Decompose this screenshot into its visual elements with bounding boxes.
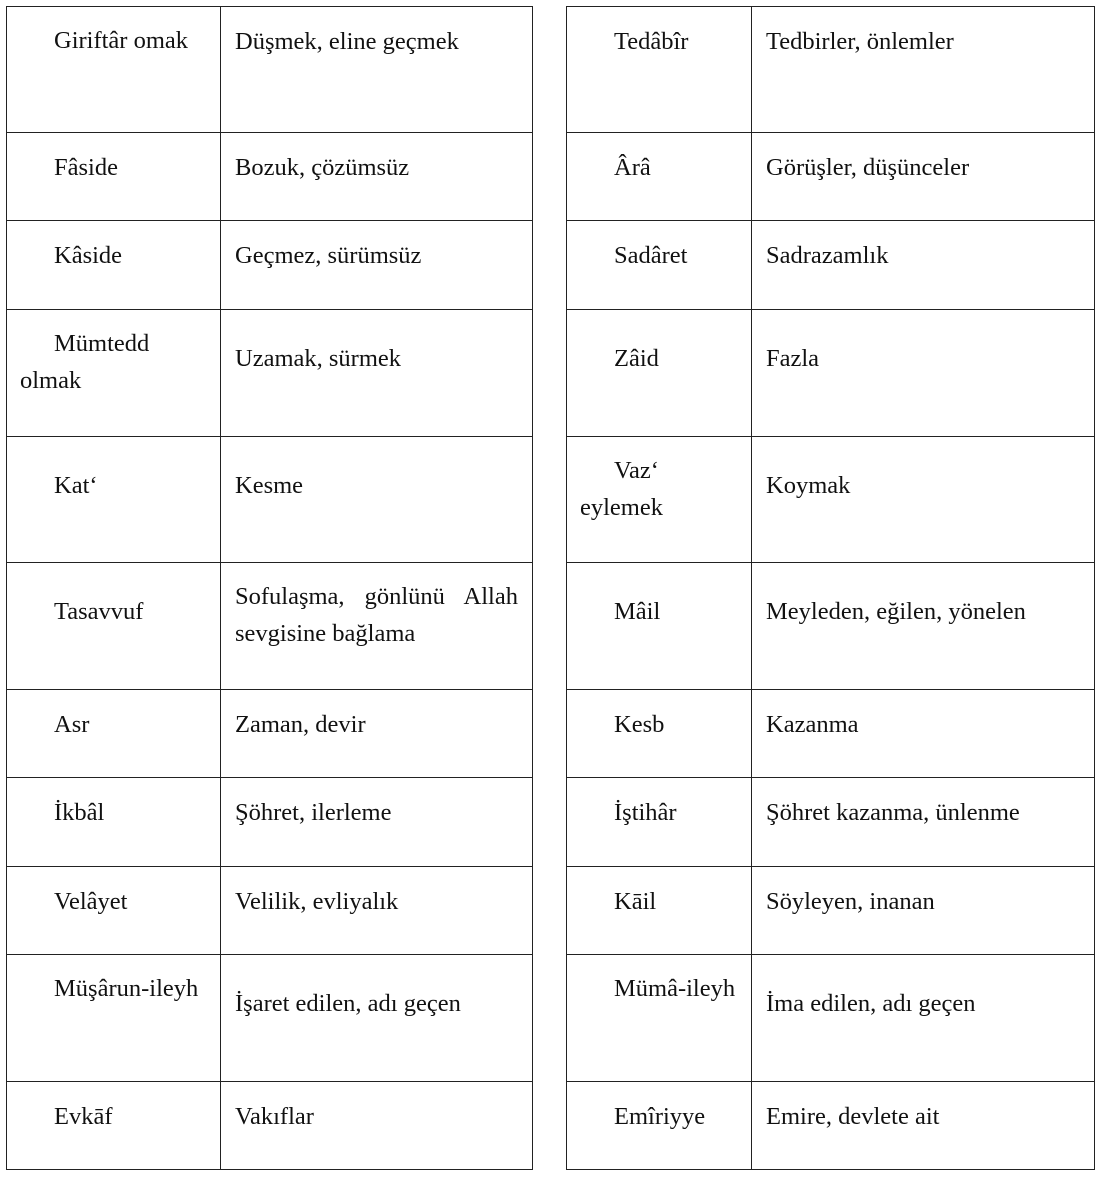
term-cell: Vaz‘ eylemek xyxy=(567,437,752,563)
meaning-cell: Meyleden, eğilen, yönelen xyxy=(752,563,1095,690)
term-cell: Tasavvuf xyxy=(7,563,221,690)
table-row xyxy=(567,867,1095,955)
meaning-cell: Kazanma xyxy=(752,690,1095,778)
meaning-cell: Koymak xyxy=(752,437,1095,563)
term-cell: Asr xyxy=(7,690,221,778)
term-cell: Müşârun-ileyh xyxy=(7,955,221,1082)
term-cell: Fâside xyxy=(7,133,221,221)
meaning-cell: Velilik, evliyalık xyxy=(221,867,533,955)
term-cell: Mâil xyxy=(567,563,752,690)
table-row xyxy=(7,867,533,955)
term-cell: Ârâ xyxy=(567,133,752,221)
term-cell: Kâside xyxy=(7,221,221,310)
table-row xyxy=(567,690,1095,778)
term-cell: Evkāf xyxy=(7,1082,221,1170)
glossary-table-right xyxy=(566,6,1095,1170)
term-cell: Kāil xyxy=(567,867,752,955)
term-cell: İkbâl xyxy=(7,778,221,867)
table-row xyxy=(7,437,533,563)
meaning-cell: Fazla xyxy=(752,310,1095,437)
table-row xyxy=(7,690,533,778)
table-row xyxy=(7,133,533,221)
meaning-cell: Kesme xyxy=(221,437,533,563)
term-cell: Kesb xyxy=(567,690,752,778)
term-cell: İştihâr xyxy=(567,778,752,867)
meaning-cell: Sofulaşma, gönlünü Allah sevgisine bağlama xyxy=(221,563,533,690)
table-row xyxy=(7,310,533,437)
table-row xyxy=(567,310,1095,437)
term-cell: Mümtedd olmak xyxy=(7,310,221,437)
table-row xyxy=(567,133,1095,221)
table-row xyxy=(567,221,1095,310)
term-cell: Mümâ-ileyh xyxy=(567,955,752,1082)
term-cell: Velâyet xyxy=(7,867,221,955)
table-row xyxy=(567,778,1095,867)
term-cell: Emîriyye xyxy=(567,1082,752,1170)
table-row xyxy=(7,778,533,867)
table-row xyxy=(7,1082,533,1170)
table-row xyxy=(567,955,1095,1082)
term-cell: Giriftâr omak xyxy=(7,7,221,133)
meaning-cell: Şöhret kazanma, ünlenme xyxy=(752,778,1095,867)
meaning-cell: Şöhret, ilerleme xyxy=(221,778,533,867)
meaning-cell: Vakıflar xyxy=(221,1082,533,1170)
table-row xyxy=(7,7,533,133)
meaning-cell: Emire, devlete ait xyxy=(752,1082,1095,1170)
table-row xyxy=(567,7,1095,133)
meaning-cell: Geçmez, sürümsüz xyxy=(221,221,533,310)
table-row xyxy=(7,955,533,1082)
meaning-cell: Görüşler, düşünceler xyxy=(752,133,1095,221)
table-row xyxy=(567,437,1095,563)
table-row xyxy=(7,221,533,310)
term-cell: Sadâret xyxy=(567,221,752,310)
meaning-cell: Tedbirler, önlemler xyxy=(752,7,1095,133)
table-row xyxy=(7,563,533,690)
table-row xyxy=(567,563,1095,690)
table-row xyxy=(567,1082,1095,1170)
meaning-cell: Sadrazamlık xyxy=(752,221,1095,310)
meaning-cell: Söyleyen, inanan xyxy=(752,867,1095,955)
meaning-cell: İma edilen, adı geçen xyxy=(752,955,1095,1082)
meaning-cell: Düşmek, eline geçmek xyxy=(221,7,533,133)
term-cell: Kat‘ xyxy=(7,437,221,563)
term-cell: Zâid xyxy=(567,310,752,437)
glossary-table-left xyxy=(6,6,533,1170)
meaning-cell: Uzamak, sürmek xyxy=(221,310,533,437)
meaning-cell: Bozuk, çözümsüz xyxy=(221,133,533,221)
meaning-cell: İşaret edilen, adı geçen xyxy=(221,955,533,1082)
term-cell: Tedâbîr xyxy=(567,7,752,133)
meaning-cell: Zaman, devir xyxy=(221,690,533,778)
